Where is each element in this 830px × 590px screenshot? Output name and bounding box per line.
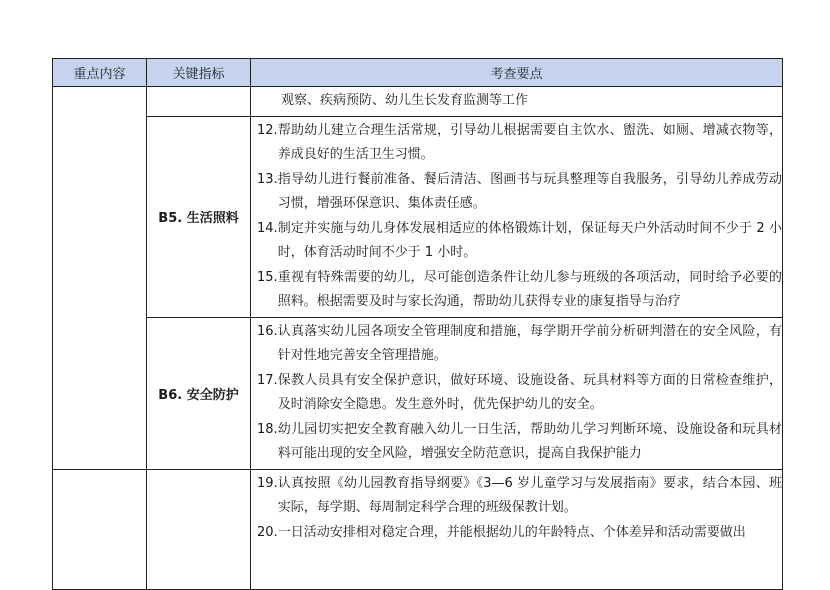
table-row (53, 469, 783, 589)
indicator-cell-empty (147, 87, 251, 117)
header-key-content: 重点内容 (53, 59, 147, 87)
indicator-b6: B6. 安全防护 (147, 317, 251, 469)
table-row (53, 87, 783, 117)
list-item: 15. 重视有特殊需要的幼儿，尽可能创造条件让幼儿参与班级的各项活动，同时给予必要的照料。根据需要及时与家长沟通，帮助幼儿获得专业的康复指导与治疗 (257, 269, 782, 309)
header-key-indicator: 关键指标 (147, 59, 251, 87)
list-item: 12. 帮助幼儿建立合理生活常规，引导幼儿根据需要自主饮水、盥洗、如厕、增减衣物等，养成良好的生活卫生习惯。 (257, 122, 782, 162)
points-cell-b5 (251, 116, 783, 317)
key-content-cell (53, 87, 147, 470)
key-content-cell-next (53, 469, 147, 589)
list-item: 17. 保教人员具有安全保护意识，做好环境、设施设备、玩具材料等方面的日常检查维护，及时消除安全隐患。发生意外时，优先保护幼儿的安全。 (257, 372, 782, 412)
list-item: 20. 一日活动安排相对稳定合理，并能根据幼儿的年龄特点、个体差异和活动需要做出 (257, 524, 746, 540)
table-row (53, 317, 783, 469)
list-item: 13. 指导幼儿进行餐前准备、餐后清洁、图画书与玩具整理等自我服务，引导幼儿养成劳动习惯，增强环保意识、集体责任感。 (257, 171, 782, 211)
points-cell-continuation (251, 87, 783, 117)
points-cell-b6 (251, 317, 783, 469)
indicator-cell-next (147, 469, 251, 589)
indicator-b5: B5. 生活照料 (147, 116, 251, 317)
list-item: 18. 幼儿园切实把安全教育融入幼儿一日生活，帮助幼儿学习判断环境、设施设备和玩具材料可能出现的安全风险，增强安全防范意识，提高自我保护能力 (257, 421, 782, 461)
header-check-points: 考查要点 (251, 59, 783, 87)
header-row (53, 59, 783, 87)
list-item: 16. 认真落实幼儿园各项安全管理制度和措施，每学期开学前分析研判潜在的安全风险，有针对性地完善安全管理措施。 (257, 323, 782, 363)
assessment-table (52, 58, 783, 590)
list-item: 14. 制定并实施与幼儿身体发展相适应的体格锻炼计划，保证每天户外活动时间不少于 2 小时，体育活动时间不少于 1 小时。 (257, 220, 782, 260)
continuation-text: 观察、疾病预防、幼儿生长发育监测等工作 (281, 93, 529, 108)
list-item: 19. 认真按照《幼儿园教育指导纲要》《3—6 岁儿童学习与发展指南》要求，结合本园、班实际，每学期、每周制定科学合理的班级保教计划。 (257, 475, 782, 515)
table-row (53, 116, 783, 317)
points-cell-next (251, 469, 783, 589)
